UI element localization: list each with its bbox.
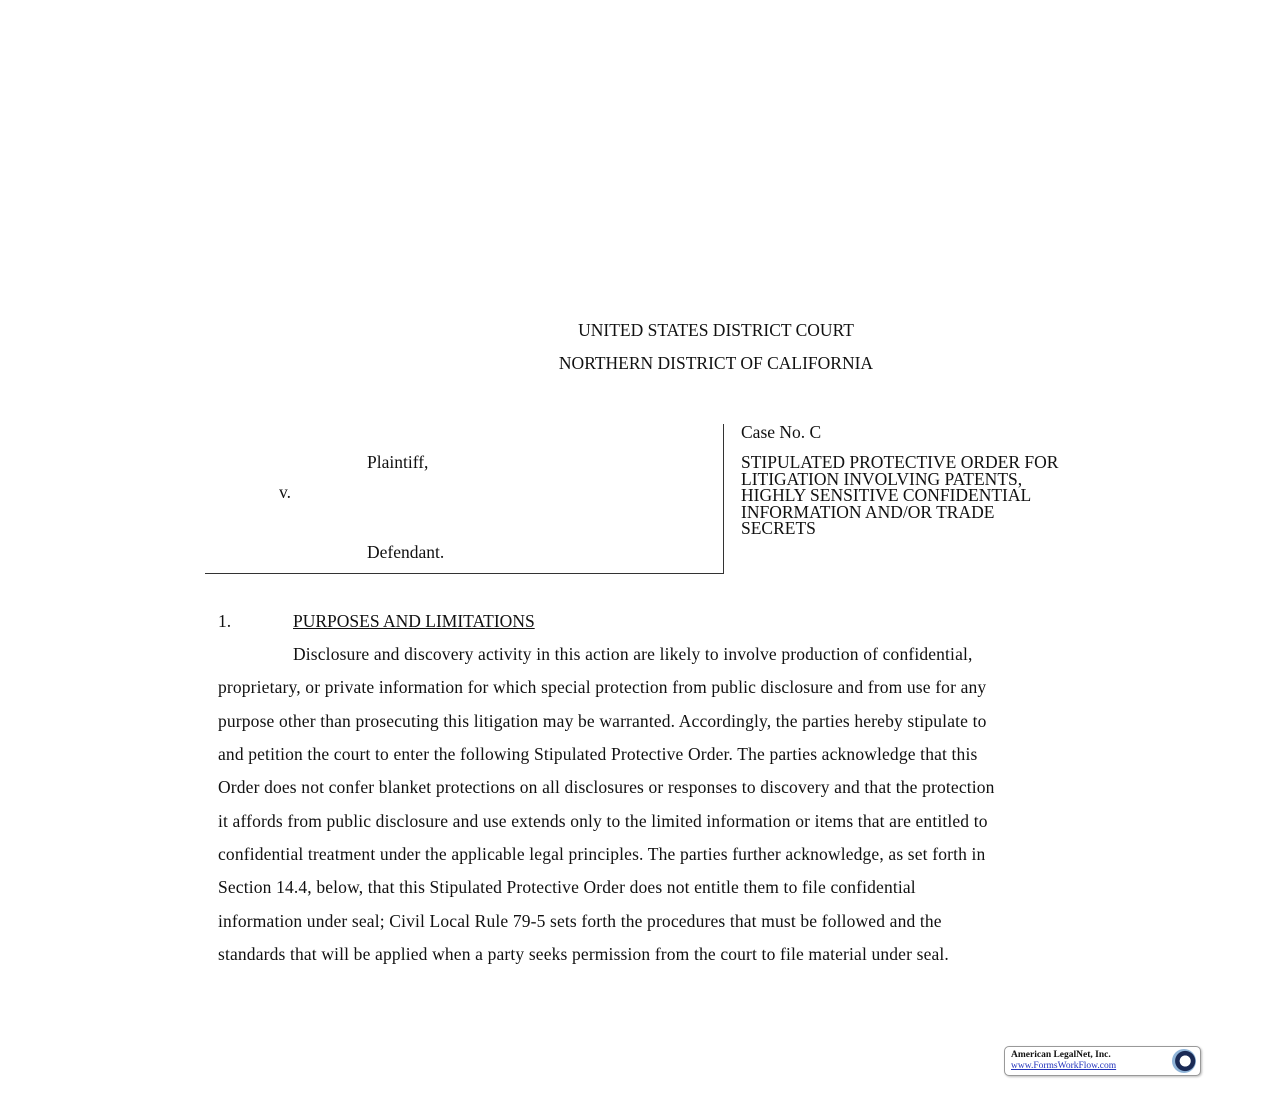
american-legalnet-logo[interactable] [1004, 1046, 1201, 1076]
paragraph-line: and petition the court to enter the following Stipulated Protective Order. The parties acknowledge that this [218, 744, 978, 764]
defendant-label: Defendant. [367, 542, 445, 562]
versus-label: v. [279, 482, 291, 502]
paragraph-line: it affords from public disclosure and use extends only to the limited information or items that are entitled to [218, 811, 988, 831]
section-number: 1. [218, 611, 232, 631]
district-name: NORTHERN DISTRICT OF CALIFORNIA [558, 353, 874, 373]
document-title [741, 454, 1058, 537]
paragraph-line: Order does not confer blanket protections on all disclosures or responses to discovery and that the protection [218, 777, 995, 797]
court-name: UNITED STATES DISTRICT COURT [578, 320, 854, 340]
title-line: STIPULATED PROTECTIVE ORDER FOR [741, 452, 1059, 472]
title-line: SECRETS [741, 518, 816, 539]
logo-company: American LegalNet, Inc. [1011, 1050, 1111, 1060]
paragraph-line: proprietary, or private information for which special protection from public disclosure and from use for any [218, 677, 987, 697]
plaintiff-label: Plaintiff, [367, 452, 429, 472]
paragraph-line: Section 14.4, below, that this Stipulated Protective Order does not entitle them to file confidential [218, 877, 916, 897]
paragraph-line: purpose other than prosecuting this litigation may be warranted. Accordingly, the parties hereby stipulate to [218, 711, 987, 731]
paragraph-line: information under seal; Civil Local Rule 79-5 sets forth the procedures that must be followed and the [218, 911, 942, 931]
paragraph-line: confidential treatment under the applicable legal principles. The parties further acknowledge, as set forth in [218, 844, 986, 864]
globe-icon [1172, 1049, 1196, 1073]
section-heading: PURPOSES AND LIMITATIONS [293, 611, 535, 631]
paragraph-line: standards that will be applied when a party seeks permission from the court to file material under seal. [218, 944, 949, 964]
paragraph-line: Disclosure and discovery activity in this action are likely to involve production of confidential, [293, 644, 973, 664]
case-number: Case No. C [741, 422, 822, 442]
title-line: LITIGATION INVOLVING PATENTS, [741, 468, 1023, 489]
caption-divider-horizontal [205, 573, 724, 574]
caption-divider-vertical [723, 424, 724, 574]
title-line: HIGHLY SENSITIVE CONFIDENTIAL [741, 485, 1032, 506]
logo-url-link[interactable]: www.FormsWorkFlow.com [1011, 1061, 1117, 1071]
title-line: INFORMATION AND/OR TRADE [741, 501, 995, 522]
